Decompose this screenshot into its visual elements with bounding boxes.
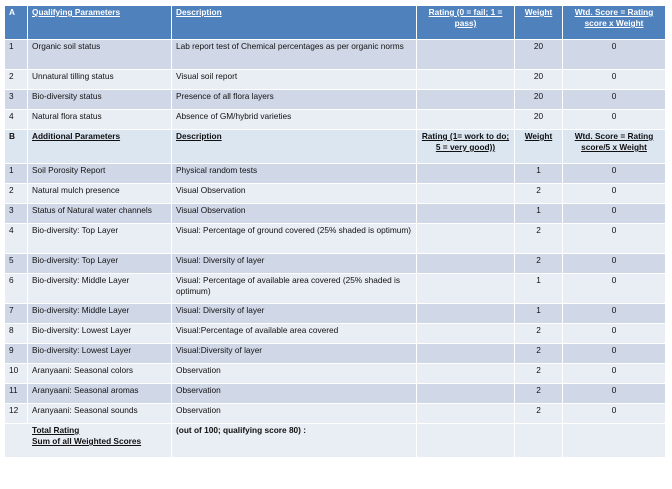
table-row (5, 70, 666, 90)
weight-cell: 2 (515, 224, 563, 254)
row-number: 9 (5, 344, 28, 364)
score-cell: 0 (563, 404, 666, 424)
description-cell: Visual soil report (172, 70, 417, 90)
score-cell: 0 (563, 204, 666, 224)
parameter-cell: Bio-diversity: Top Layer (28, 254, 172, 274)
table-row (5, 404, 666, 424)
total-weight-cell (515, 424, 563, 458)
table-row (5, 384, 666, 404)
parameter-cell: Aranyaani: Seasonal colors (28, 364, 172, 384)
row-number: 4 (5, 110, 28, 130)
rating-input-cell[interactable] (417, 274, 515, 304)
row-number: 1 (5, 40, 28, 70)
table-row (5, 164, 666, 184)
description-cell: Observation (172, 364, 417, 384)
weight-cell: 2 (515, 254, 563, 274)
table-row (5, 274, 666, 304)
parameter-cell: Bio-diversity: Middle Layer (28, 304, 172, 324)
table-row (5, 324, 666, 344)
rating-input-cell[interactable] (417, 164, 515, 184)
rating-input-cell[interactable] (417, 40, 515, 70)
table-row (5, 364, 666, 384)
rating-input-cell[interactable] (417, 304, 515, 324)
section-letter: A (5, 6, 28, 40)
row-number: 11 (5, 384, 28, 404)
score-cell: 0 (563, 344, 666, 364)
table-row (5, 90, 666, 110)
weight-cell: 1 (515, 274, 563, 304)
parameter-cell: Natural mulch presence (28, 184, 172, 204)
weight-cell: 2 (515, 324, 563, 344)
rating-input-cell[interactable] (417, 70, 515, 90)
score-cell: 0 (563, 110, 666, 130)
weight-cell: 2 (515, 384, 563, 404)
header-rating: Rating (0 = fail; 1 = pass) (417, 6, 515, 40)
score-cell: 0 (563, 364, 666, 384)
table-row (5, 184, 666, 204)
description-cell: Visual: Percentage of available area covered (25% shaded is optimum) (172, 274, 417, 304)
description-cell: Visual Observation (172, 184, 417, 204)
rating-input-cell[interactable] (417, 204, 515, 224)
row-number: 10 (5, 364, 28, 384)
weight-cell: 2 (515, 344, 563, 364)
subheader-weight: Weight (515, 130, 563, 164)
description-cell: Absence of GM/hybrid varieties (172, 110, 417, 130)
total-label (5, 424, 172, 458)
header-score: Wtd. Score = Rating score x Weight (563, 6, 666, 40)
parameter-cell: Aranyaani: Seasonal aromas (28, 384, 172, 404)
weight-cell: 2 (515, 364, 563, 384)
total-note: (out of 100; qualifying score 80) : (172, 424, 417, 458)
table-row (5, 224, 666, 254)
rating-input-cell[interactable] (417, 224, 515, 254)
weight-cell: 20 (515, 90, 563, 110)
parameter-cell: Soil Porosity Report (28, 164, 172, 184)
total-score-cell (563, 424, 666, 458)
weight-cell: 1 (515, 204, 563, 224)
rating-input-cell[interactable] (417, 254, 515, 274)
parameter-cell: Natural flora status (28, 110, 172, 130)
header-row (5, 6, 666, 40)
subheader-rating: Rating (1= work to do; 5 = very good)) (417, 130, 515, 164)
weighted-sum-label: Sum of all Weighted Scores (32, 436, 142, 446)
header-parameter: Qualifying Parameters (28, 6, 172, 40)
description-cell: Physical random tests (172, 164, 417, 184)
rating-input-cell[interactable] (417, 364, 515, 384)
header-description: Description (172, 6, 417, 40)
row-number: 2 (5, 70, 28, 90)
description-cell: Visual:Percentage of available area covered (172, 324, 417, 344)
description-cell: Observation (172, 404, 417, 424)
weight-cell: 2 (515, 404, 563, 424)
parameter-cell: Aranyaani: Seasonal sounds (28, 404, 172, 424)
score-cell: 0 (563, 40, 666, 70)
subheader-score: Wtd. Score = Rating score/5 x Weight (563, 130, 666, 164)
table-row (5, 204, 666, 224)
rating-table (4, 5, 666, 458)
parameter-cell: Bio-diversity: Top Layer (28, 224, 172, 254)
score-cell: 0 (563, 90, 666, 110)
description-cell: Visual Observation (172, 204, 417, 224)
score-cell: 0 (563, 384, 666, 404)
table-row (5, 110, 666, 130)
parameter-cell: Unnatural tilling status (28, 70, 172, 90)
row-number: 12 (5, 404, 28, 424)
parameter-cell: Status of Natural water channels (28, 204, 172, 224)
weight-cell: 20 (515, 40, 563, 70)
section-letter: B (5, 130, 28, 164)
weight-cell: 20 (515, 70, 563, 90)
row-number: 4 (5, 224, 28, 254)
table-row (5, 40, 666, 70)
table-row (5, 304, 666, 324)
rating-input-cell[interactable] (417, 404, 515, 424)
score-cell: 0 (563, 254, 666, 274)
table-row (5, 344, 666, 364)
score-cell: 0 (563, 324, 666, 344)
row-number: 1 (5, 164, 28, 184)
weight-cell: 1 (515, 164, 563, 184)
description-cell: Observation (172, 384, 417, 404)
score-cell: 0 (563, 70, 666, 90)
parameter-cell: Bio-diversity: Lowest Layer (28, 344, 172, 364)
row-number: 8 (5, 324, 28, 344)
row-number: 2 (5, 184, 28, 204)
row-number: 5 (5, 254, 28, 274)
total-rating-label: Total Rating (32, 425, 80, 435)
weight-cell: 20 (515, 110, 563, 130)
description-cell: Visual:Diversity of layer (172, 344, 417, 364)
subheader-description: Description (172, 130, 417, 164)
header-weight: Weight (515, 6, 563, 40)
total-row (5, 424, 666, 458)
score-cell: 0 (563, 224, 666, 254)
parameter-cell: Bio-diversity status (28, 90, 172, 110)
row-number: 3 (5, 204, 28, 224)
total-rating-cell (417, 424, 515, 458)
rating-input-cell[interactable] (417, 184, 515, 204)
weight-cell: 2 (515, 184, 563, 204)
parameter-cell: Bio-diversity: Lowest Layer (28, 324, 172, 344)
description-cell: Visual: Diversity of layer (172, 254, 417, 274)
rating-input-cell[interactable] (417, 110, 515, 130)
score-cell: 0 (563, 184, 666, 204)
description-cell: Visual: Diversity of layer (172, 304, 417, 324)
rating-input-cell[interactable] (417, 344, 515, 364)
subheader-row (5, 130, 666, 164)
description-cell: Lab report test of Chemical percentages as per organic norms (172, 40, 417, 70)
parameter-cell: Organic soil status (28, 40, 172, 70)
description-cell: Presence of all flora layers (172, 90, 417, 110)
subheader-parameter: Additional Parameters (28, 130, 172, 164)
table-row (5, 254, 666, 274)
parameter-cell: Bio-diversity: Middle Layer (28, 274, 172, 304)
row-number: 6 (5, 274, 28, 304)
description-cell: Visual: Percentage of ground covered (25% shaded is optimum) (172, 224, 417, 254)
rating-input-cell[interactable] (417, 90, 515, 110)
rating-input-cell[interactable] (417, 324, 515, 344)
rating-input-cell[interactable] (417, 384, 515, 404)
score-cell: 0 (563, 274, 666, 304)
weight-cell: 1 (515, 304, 563, 324)
row-number: 3 (5, 90, 28, 110)
score-cell: 0 (563, 304, 666, 324)
score-cell: 0 (563, 164, 666, 184)
row-number: 7 (5, 304, 28, 324)
